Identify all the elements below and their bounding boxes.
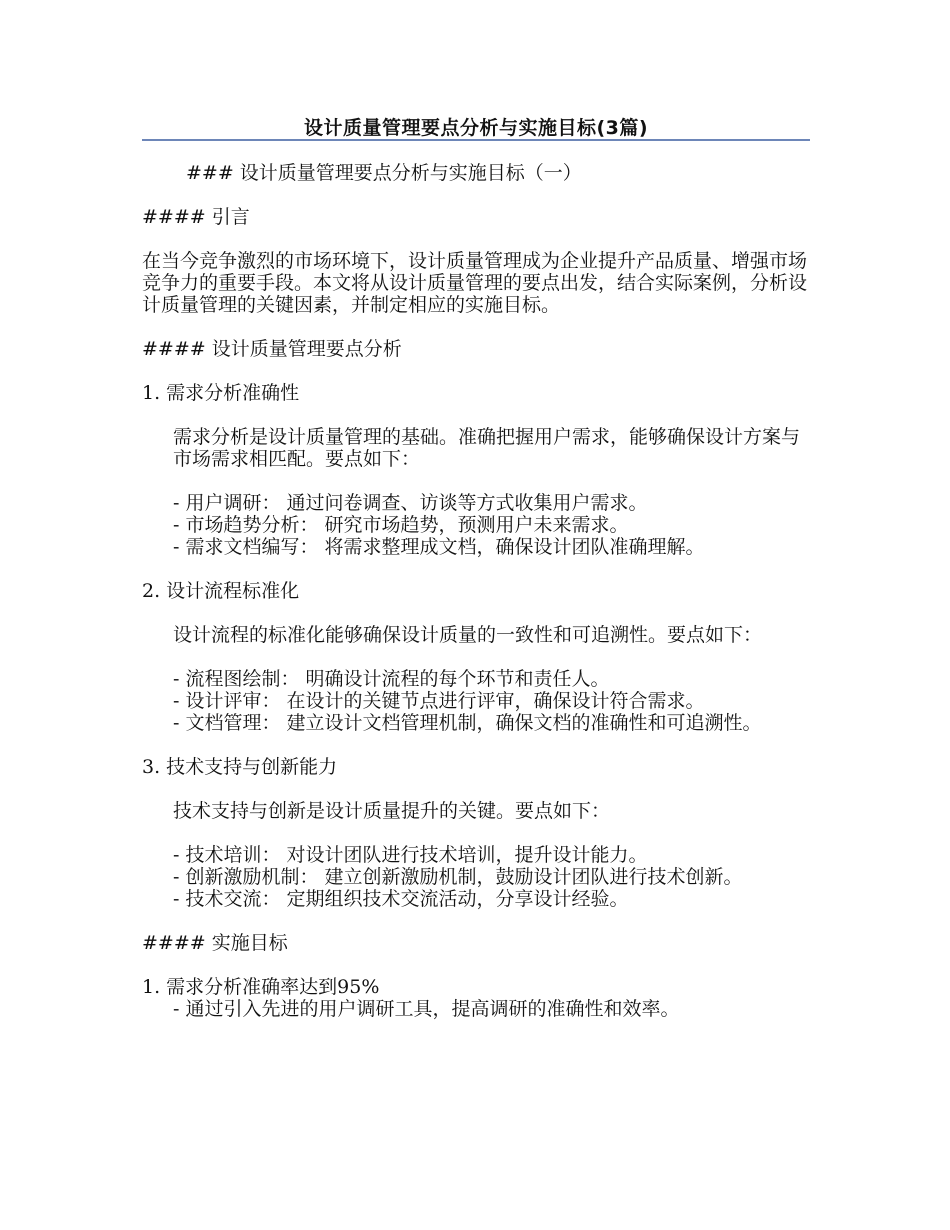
item2-bullet-3: - 文档管理： 建立设计文档管理机制，确保文档的准确性和可追溯性。 [173,712,762,734]
analysis-heading: #### 设计质量管理要点分析 [142,338,402,360]
intro-heading: #### 引言 [142,206,250,228]
item2-bullet-2: - 设计评审： 在设计的关键节点进行评审，确保设计符合需求。 [173,690,705,712]
item1-title: 1. 需求分析准确性 [142,382,300,404]
item1-bullet-3: - 需求文档编写： 将需求整理成文档，确保设计团队准确理解。 [173,536,705,558]
item2-bullet-1: - 流程图绘制： 明确设计流程的每个环节和责任人。 [173,668,610,690]
goal1-bullet-1: - 通过引入先进的用户调研工具，提高调研的准确性和效率。 [173,998,680,1020]
item1-bullet-2: - 市场趋势分析： 研究市场趋势，预测用户未来需求。 [173,514,629,536]
item1-paragraph: 需求分析是设计质量管理的基础。准确把握用户需求，能够确保设计方案与市场需求相匹配。要点如下： [173,426,801,470]
item2-paragraph: 设计流程的标准化能够确保设计质量的一致性和可追溯性。要点如下： [173,624,763,646]
item2-title: 2. 设计流程标准化 [142,580,300,602]
document-body [142,162,810,1020]
intro-paragraph: 在当今竞争激烈的市场环境下，设计质量管理成为企业提升产品质量、增强市场竞争力的重要手段。本文将从设计质量管理的要点出发，结合实际案例，分析设计质量管理的关键因素，并制定相应的实施目标。 [142,250,808,316]
goal1-title: 1. 需求分析准确率达到95% [142,976,380,998]
goals-heading: #### 实施目标 [142,932,288,954]
section-heading-h3: ### 设计质量管理要点分析与实施目标（一） [186,162,582,184]
item1-bullet-1: - 用户调研： 通过问卷调查、访谈等方式收集用户需求。 [173,492,648,514]
document-title: 设计质量管理要点分析与实施目标(3篇) [303,117,649,139]
title-underline [142,139,810,141]
item3-title: 3. 技术支持与创新能力 [142,756,338,778]
item3-bullet-1: - 技术培训： 对设计团队进行技术培训，提升设计能力。 [173,844,648,866]
item3-paragraph: 技术支持与创新是设计质量提升的关键。要点如下： [173,800,611,822]
item3-bullet-3: - 技术交流： 定期组织技术交流活动，分享设计经验。 [173,888,629,910]
item3-bullet-2: - 创新激励机制： 建立创新激励机制，鼓励设计团队进行技术创新。 [173,866,743,888]
